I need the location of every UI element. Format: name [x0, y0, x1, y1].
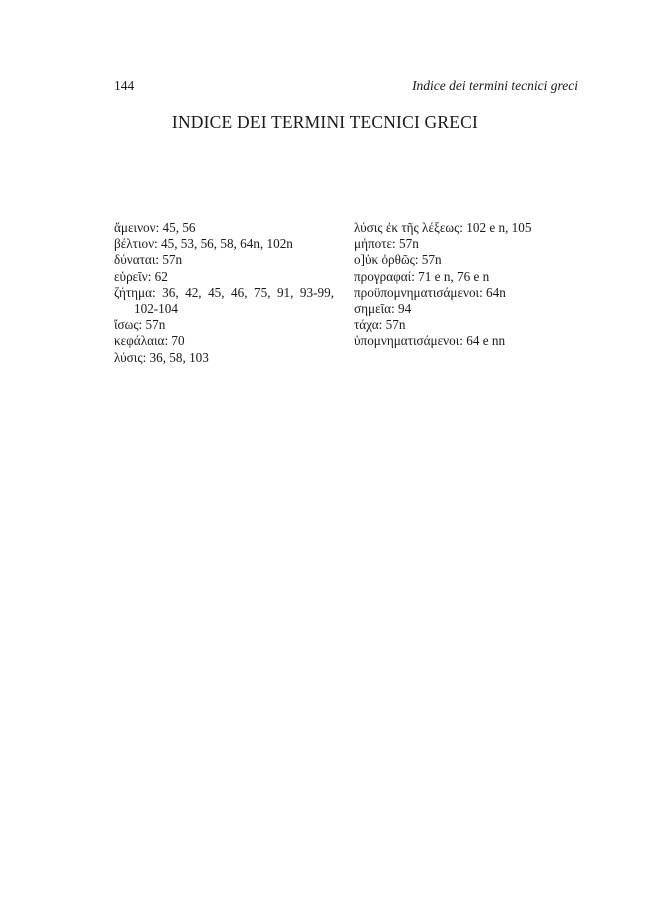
index-entry: σημεῖα: 94 [354, 301, 412, 317]
section-title: INDICE DEI TERMINI TECNICI GRECI [171, 112, 479, 132]
page-number: 144 [114, 78, 135, 93]
index-entry: προγραφαί: 71 e n, 76 e n [354, 268, 490, 284]
index-entry: ὑπομνηματισάμενοι: 64 e nn [354, 333, 506, 349]
index-entry: μήποτε: 57n [354, 236, 419, 252]
index-entry: τάχα: 57n [354, 317, 406, 333]
running-head: Indice dei termini tecnici greci [412, 78, 578, 93]
index-column-left [114, 220, 334, 366]
index-entry: λύσις: 36, 58, 103 [114, 349, 209, 365]
index-entry: βέλτιον: 45, 53, 56, 58, 64n, 102n [114, 236, 293, 252]
index-entry: ο]ὐκ ὀρθῶς: 57n [354, 252, 442, 268]
index-entry: λύσις ἐκ τῆς λέξεως: 102 e n, 105 [354, 220, 532, 235]
index-entry: δύναται: 57n [114, 252, 183, 268]
index-entry: ἄμεινον: 45, 56 [114, 220, 196, 235]
index-entry: ζήτημα: 36, 42, 45, 46, 75, 91, 93-99, 102-104 [114, 284, 334, 317]
index-entry: εὑρεῖν: 62 [114, 268, 168, 284]
page-header [114, 78, 578, 98]
index-column-right [354, 220, 584, 350]
index-entry: κεφάλαια: 70 [114, 333, 185, 349]
index-entry: προϋπομνηματισάμενοι: 64n [354, 284, 506, 300]
index-entry: ἴσως: 57n [114, 317, 166, 333]
